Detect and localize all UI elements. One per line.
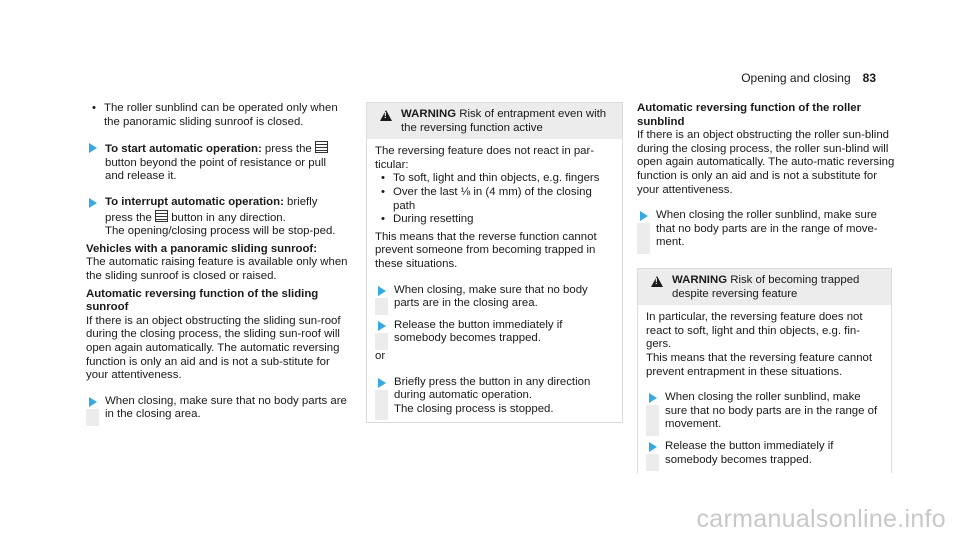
- step-start-automatic: To start automatic operation: press the button beyond the point of resistance or pull and release it.: [86, 141, 348, 184]
- arrow-icon: [378, 378, 386, 388]
- step-closing-warning: When closing, make sure that no body parts are in the closing area.: [86, 395, 348, 422]
- column-right: [637, 102, 899, 250]
- step: Briefly press the button in any direction during automatic operation. The closing process is stopped.: [375, 376, 614, 417]
- column-left: [86, 102, 348, 422]
- warning-box-entrapment: [366, 102, 623, 423]
- or-text: or: [375, 349, 386, 362]
- paragraph: The automatic raising feature is available only when the sliding sunroof is closed or raised.: [86, 256, 348, 282]
- warning-icon: [651, 276, 663, 287]
- list-item: • During resetting: [375, 213, 614, 227]
- warning-body: [367, 139, 622, 422]
- arrow-icon: [89, 397, 97, 407]
- step-roller-sunblind: When closing the roller sunblind, make sure that no body parts are in the range of move‐ment.: [637, 209, 899, 250]
- step: When closing the roller sunblind, make sure that no body parts are in the range of movement.: [646, 391, 883, 432]
- arrow-icon: [89, 198, 97, 208]
- arrow-icon: [378, 321, 386, 331]
- paragraph: This means that the reversing feature cannot prevent entrapment in these situations.: [646, 351, 873, 378]
- watermark-logo: carmanualsonline.info: [696, 505, 946, 533]
- page-header: [741, 72, 876, 86]
- warning-header: ! WARNING Risk of entrapment even with the reversing function active: [367, 103, 622, 139]
- arrow-icon: [89, 143, 97, 153]
- warning-header: ! WARNING Risk of becoming trapped despite reversing feature: [638, 269, 891, 305]
- section-heading: Vehicles with a panoramic sliding sunroof:: [86, 242, 318, 255]
- list-item: • To soft, light and thin objects, e.g. fingers: [375, 172, 614, 186]
- warning-box-trapped: [637, 268, 892, 473]
- warning-body: [638, 305, 891, 473]
- arrow-icon: [649, 393, 657, 403]
- arrow-icon: [640, 211, 648, 221]
- step: Release the button immediately if somebody becomes trapped.: [646, 440, 883, 467]
- page-number: 83: [862, 71, 876, 85]
- list-item: • The roller sunblind can be operated only when the panoramic sliding sunroof is closed.: [86, 102, 348, 129]
- paragraph: In particular, the reversing feature does not react to soft, light and thin objects, e.g. fin‐gers.: [646, 311, 863, 351]
- sunblind-button-icon: [315, 141, 328, 153]
- step-interrupt-automatic: To interrupt automatic operation: briefly press the button in any direction. The opening/closing process will be stop‐ped.: [86, 196, 348, 239]
- arrow-icon: [649, 442, 657, 452]
- arrow-icon: [378, 286, 386, 296]
- paragraph: If there is an object obstructing the sliding sun‐roof during the closing process, the sliding sun‐roof will open again automatically. The automatic reversing function is only an aid and is not a sub‐stitute for your attentiveness.: [86, 314, 341, 382]
- sunblind-button-icon: [155, 210, 168, 222]
- section-heading: Automatic reversing function of the roller sunblind: [637, 102, 862, 128]
- warning-icon: [380, 110, 392, 121]
- list-item: • Over the last ⅛ in (4 mm) of the closing path: [375, 186, 614, 213]
- paragraph: The reversing feature does not react in par‐ticular:: [375, 145, 595, 171]
- section-heading: Automatic reversing function of the sliding sunroof: [86, 287, 319, 314]
- step: Release the button immediately if somebody becomes trapped.: [375, 319, 614, 346]
- section-title: Opening and closing: [741, 71, 851, 85]
- paragraph: This means that the reverse function cannot prevent someone from becoming trapped in these situations.: [375, 230, 597, 270]
- paragraph: If there is an object obstructing the roller sun‐blind during the closing process, the roller sun‐blind will open again automatically. The auto‐matic reversing function is only an aid and is not a substitute for your attentiveness.: [637, 129, 895, 196]
- step: When closing, make sure that no body parts are in the closing area.: [375, 284, 614, 311]
